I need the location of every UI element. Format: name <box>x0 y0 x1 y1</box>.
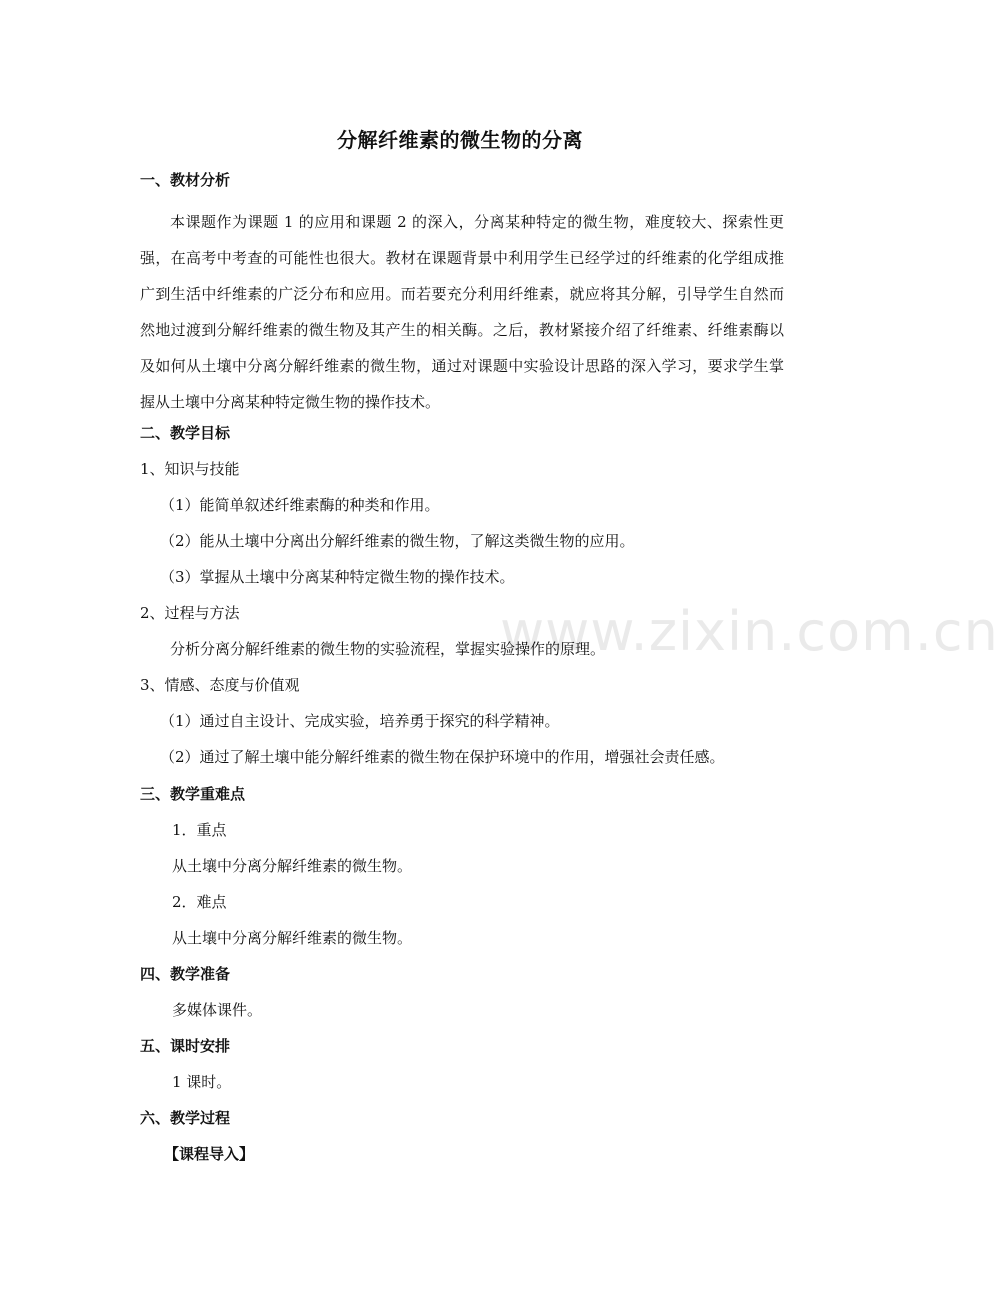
objective-item: （3）掌握从土壤中分离某种特定微生物的操作技术。 <box>160 568 515 586</box>
objective-knowledge-skills: 1、知识与技能 <box>140 460 240 478</box>
objective-item: （2）通过了解土壤中能分解纤维素的微生物在保护环境中的作用，增强社会责任感。 <box>160 748 725 766</box>
objective-emotion-values: 3、情感、态度与价值观 <box>140 676 300 694</box>
objective-item: （2）能从土壤中分离出分解纤维素的微生物，了解这类微生物的应用。 <box>160 532 635 550</box>
section-heading-analysis: 一、教材分析 <box>140 171 231 189</box>
objective-item: （1）能简单叙述纤维素酶的种类和作用。 <box>160 496 440 514</box>
objective-process-methods: 2、过程与方法 <box>140 604 240 622</box>
document-title: 分解纤维素的微生物的分离 <box>337 128 583 152</box>
key-point-text: 从土壤中分离分解纤维素的微生物。 <box>172 857 413 875</box>
watermark: www.zixin.com.cn <box>500 600 999 663</box>
key-point-label: 1．重点 <box>172 821 227 839</box>
preparation-text: 多媒体课件。 <box>172 1001 263 1019</box>
analysis-paragraph: 本课题作为课题 1 的应用和课题 2 的深入，分离某种特定的微生物，难度较大、探索性更强，在高考中考查的可能性也很大。教材在课题背景中利用学生已经学过的纤维素的化学组成推广到生活中纤维素的广泛分布和应用。而若要充分利用纤维素，就应将其分解，引导学生自然而然地过渡到分解纤维素的微生物及其产生的相关酶。之后，教材紧接介绍了纤维素、纤维素酶以及如何从土壤中分离分解纤维素的微生物，通过对课题中实验设计思路的深入学习，要求学生掌握从土壤中分离某种特定微生物的操作技术。 <box>140 213 784 411</box>
section-heading-schedule: 五、课时安排 <box>140 1037 231 1055</box>
process-methods-text: 分析分离分解纤维素的微生物的实验流程，掌握实验操作的原理。 <box>170 640 606 658</box>
schedule-text: 1 课时。 <box>172 1073 232 1091</box>
section-heading-objectives: 二、教学目标 <box>140 424 231 442</box>
section-heading-preparation: 四、教学准备 <box>140 965 231 983</box>
difficult-point-text: 从土壤中分离分解纤维素的微生物。 <box>172 929 413 947</box>
course-intro-heading: 【课程导入】 <box>164 1145 255 1163</box>
difficult-point-label: 2．难点 <box>172 893 227 911</box>
section-heading-process: 六、教学过程 <box>140 1109 231 1127</box>
section-heading-key-points: 三、教学重难点 <box>140 785 246 803</box>
objective-item: （1）通过自主设计、完成实验，培养勇于探究的科学精神。 <box>160 712 560 730</box>
